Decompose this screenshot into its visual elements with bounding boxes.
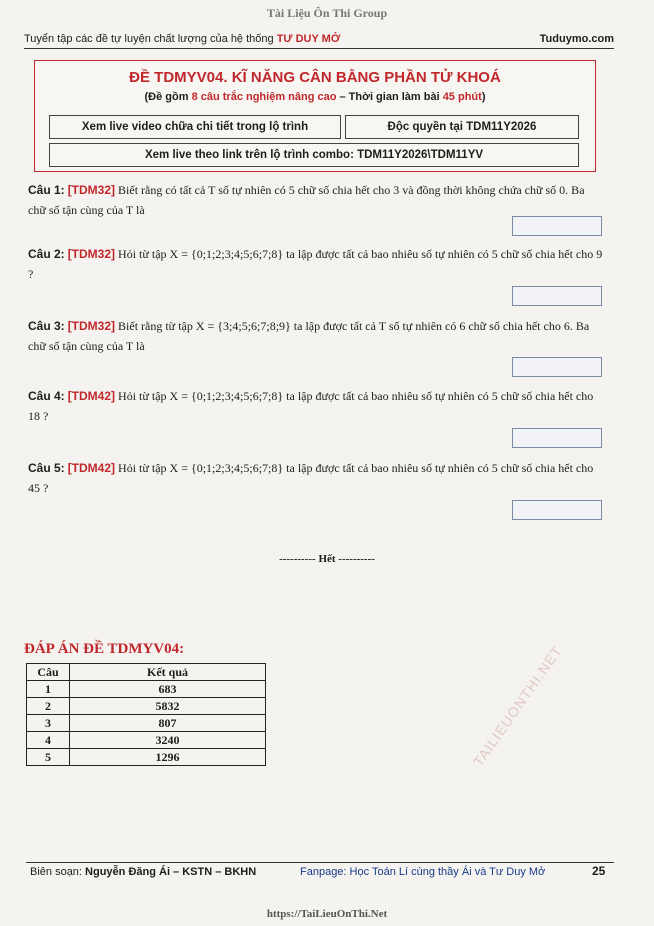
exam-info-box (34, 60, 596, 172)
footer-divider (26, 862, 614, 863)
video-info-cell: Xem live video chữa chi tiết trong lộ trình (49, 115, 341, 139)
footer-fanpage[interactable]: Fanpage: Học Toán Lí cùng thầy Ái và Tư Duy Mở (300, 866, 546, 878)
answer-key-header-row (27, 664, 266, 681)
question-2: Câu 2: [TDM32] Hỏi từ tập X = {0;1;2;3;4;5;6;7;8} ta lập được tất cả bao nhiêu số tự nhiên có 5 chữ số chia hết cho 9 ? (28, 247, 603, 281)
source-url[interactable]: https://TaiLieuOnThi.Net (266, 908, 388, 920)
footer-author: Biên soạn: Nguyễn Đăng Ái – KSTN – BKHN (30, 866, 257, 878)
col-question-header: Câu (27, 664, 70, 681)
question-1: Câu 1: [TDM32] Biết rằng có tất cả T số tự nhiên có 5 chữ số chia hết cho 3 và đồng thời không chứa chữ số 0. Ba chữ số tận cùng của T là (28, 183, 585, 217)
answer-box-4[interactable] (512, 428, 602, 448)
table-row: 5 1296 (27, 749, 266, 766)
end-marker: ---------- Hết ---------- (279, 553, 375, 565)
header-website[interactable]: Tuduymo.com (539, 33, 614, 45)
table-row: 1 683 (27, 681, 266, 698)
site-banner: Tài Liệu Ôn Thi Group (266, 6, 388, 20)
header-brand: TƯ DUY MỞ (276, 33, 341, 45)
question-5: Câu 5: [TDM42] Hỏi từ tập X = {0;1;2;3;4;5;6;7;8} ta lập được tất cả bao nhiêu số tự nhiên có 5 chữ số chia hết cho 45 ? (28, 461, 594, 495)
watermark: TAILIEUONTHI.NET (470, 642, 566, 770)
question-3: Câu 3: [TDM32] Biết rằng từ tập X = {3;4;5;6;7;8;9} ta lập được tất cả T số tự nhiên có 6 chữ số chia hết cho 6. Ba chữ số tận cùng của T là (28, 319, 590, 353)
answer-box-5[interactable] (512, 500, 602, 520)
page-number: 25 (592, 864, 606, 878)
exam-subtitle: (Đề gồm 8 câu trắc nghiệm nâng cao – Thời gian làm bài 45 phút) (144, 91, 486, 103)
answer-key-table (26, 663, 266, 766)
header-series: Tuyển tập các đề tự luyện chất lượng của hệ thống TƯ DUY MỞ (24, 33, 341, 45)
col-result-header: Kết quả (70, 664, 266, 681)
live-link-cell: Xem live theo link trên lộ trình combo: TDM11Y2026\TDM11YV (49, 143, 579, 167)
answer-key-title: ĐÁP ÁN ĐỀ TDMYV04: (24, 641, 185, 657)
table-row: 2 5832 (27, 698, 266, 715)
table-row: 3 807 (27, 715, 266, 732)
exam-title: ĐỀ TDMYV04. KĨ NĂNG CÂN BẰNG PHẦN TỬ KHOÁ (129, 69, 501, 86)
question-4: Câu 4: [TDM42] Hỏi từ tập X = {0;1;2;3;4;5;6;7;8} ta lập được tất cả bao nhiêu số tự nhiên có 5 chữ số chia hết cho 18 ? (28, 389, 594, 423)
page-header (24, 30, 614, 49)
table-row: 4 3240 (27, 732, 266, 749)
answer-box-1[interactable] (512, 216, 602, 236)
answer-box-3[interactable] (512, 357, 602, 377)
answer-box-2[interactable] (512, 286, 602, 306)
exclusive-info-cell: Độc quyền tại TDM11Y2026 (345, 115, 579, 139)
